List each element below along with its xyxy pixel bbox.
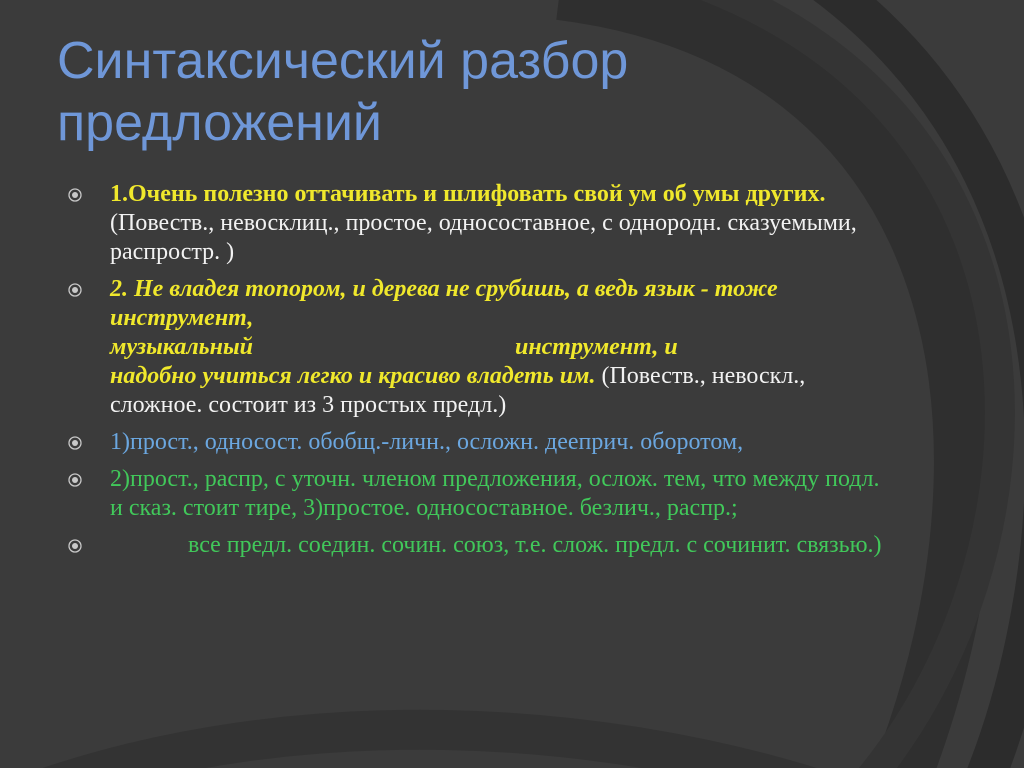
sentence-2-word-a: музыкальный	[110, 334, 253, 360]
analysis-part-3: все предл. соедин. сочин. союз, т.е. слож. предл. с сочинит. связью.)	[188, 532, 882, 558]
sentence-1-analysis: (Повеств., невосклиц., простое, односоставное, с однородн. сказуемыми, распростр. )	[110, 210, 857, 265]
circle-bullet-icon	[68, 539, 82, 553]
sentence-2-number: 2.	[110, 276, 128, 302]
arc-decor-4	[40, 730, 820, 768]
list-item-1	[66, 180, 886, 267]
analysis-part-2: 2)прост., распр, с уточн. членом предложения, ослож. тем, что между подл. и сказ. стоит тире, 3)простое. односоставное. безлич., распр.;	[110, 466, 880, 521]
sentence-2-line-1: Не владея топором, и дерева не срубишь, а ведь язык - тоже инструмент,	[110, 276, 778, 331]
list-item-5	[66, 531, 886, 560]
bullet-list	[66, 180, 886, 568]
circle-bullet-icon	[68, 283, 82, 297]
circle-bullet-icon	[68, 436, 82, 450]
sentence-2-analysis: (Повеств., невоскл., сложное. состоит из 3 простых предл.)	[110, 363, 806, 418]
analysis-part-1: 1)прост., односост. обобщ.-личн., осложн. дееприч. оборотом,	[110, 429, 744, 455]
circle-bullet-icon	[68, 473, 82, 487]
slide-title: Синтаксический разбор предложений	[57, 32, 629, 152]
list-item-4	[66, 465, 886, 523]
sentence-2-word-b: инструмент, и	[514, 334, 678, 360]
list-item-3	[66, 428, 886, 457]
circle-bullet-icon	[68, 188, 82, 202]
list-item-2	[66, 275, 886, 420]
sentence-2-line-3: надобно учиться легко и красиво владеть им.	[110, 363, 596, 389]
sentence-1-text: 1.Очень полезно оттачивать и шлифовать свой ум об умы других.	[110, 181, 826, 207]
